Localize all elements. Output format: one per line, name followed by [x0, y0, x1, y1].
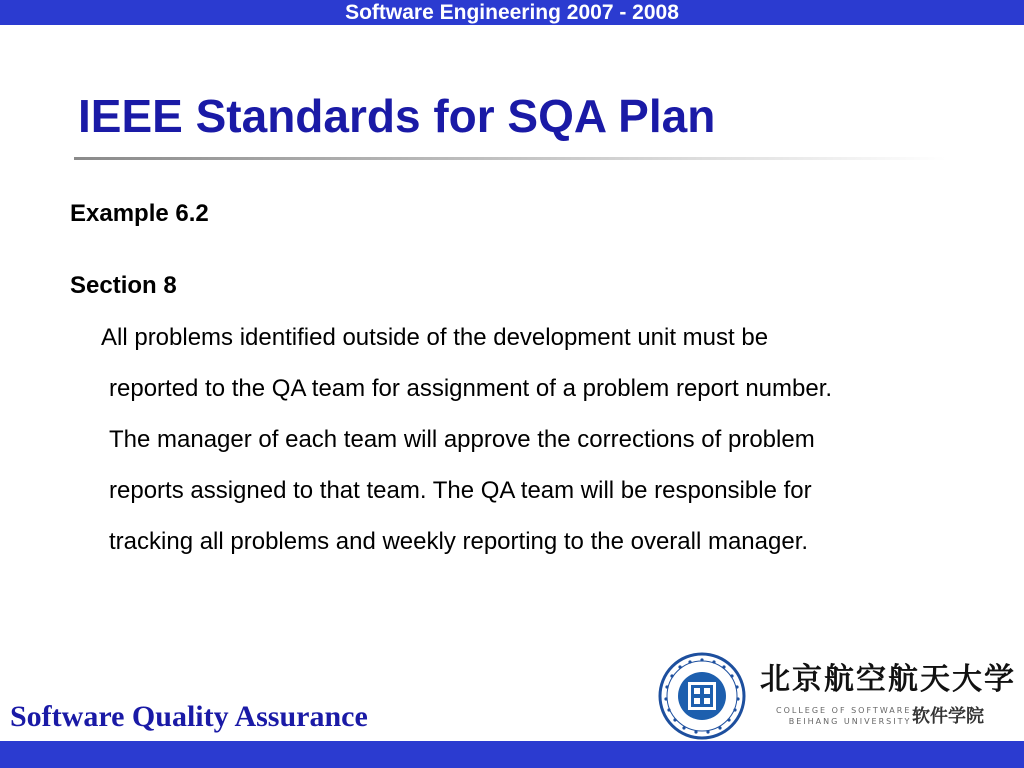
example-label: Example 6.2	[70, 200, 209, 227]
body-line: reports assigned to that team. The QA team will be responsible for	[109, 477, 812, 504]
footer-course-title: Software Quality Assurance	[10, 700, 368, 733]
body-line: reported to the QA team for assignment of a problem report number.	[109, 375, 833, 402]
body-line: All problems identified outside of the development unit must be	[101, 324, 769, 351]
footer-bar	[0, 741, 1024, 768]
college-name-en-line2: BEIHANG UNIVERSITY	[788, 717, 912, 726]
college-name-cn: 软件学院	[912, 706, 984, 727]
slide-title: IEEE Standards for SQA Plan	[78, 90, 716, 142]
body-paragraph	[101, 312, 981, 567]
body-line: The manager of each team will approve the corrections of problem	[109, 426, 815, 453]
college-name-en	[776, 705, 911, 727]
title-divider	[74, 157, 946, 160]
section-label: Section 8	[70, 272, 177, 299]
university-name-cn: 北京航空航天大学	[760, 662, 1016, 697]
header-course-title: Software Engineering 2007 - 2008	[345, 1, 679, 24]
header-bar	[0, 0, 1024, 25]
university-seal-icon	[658, 652, 746, 740]
body-line: tracking all problems and weekly reporting to the overall manager.	[109, 528, 809, 555]
college-name-en-line1: COLLEGE OF SOFTWARE	[776, 706, 912, 715]
